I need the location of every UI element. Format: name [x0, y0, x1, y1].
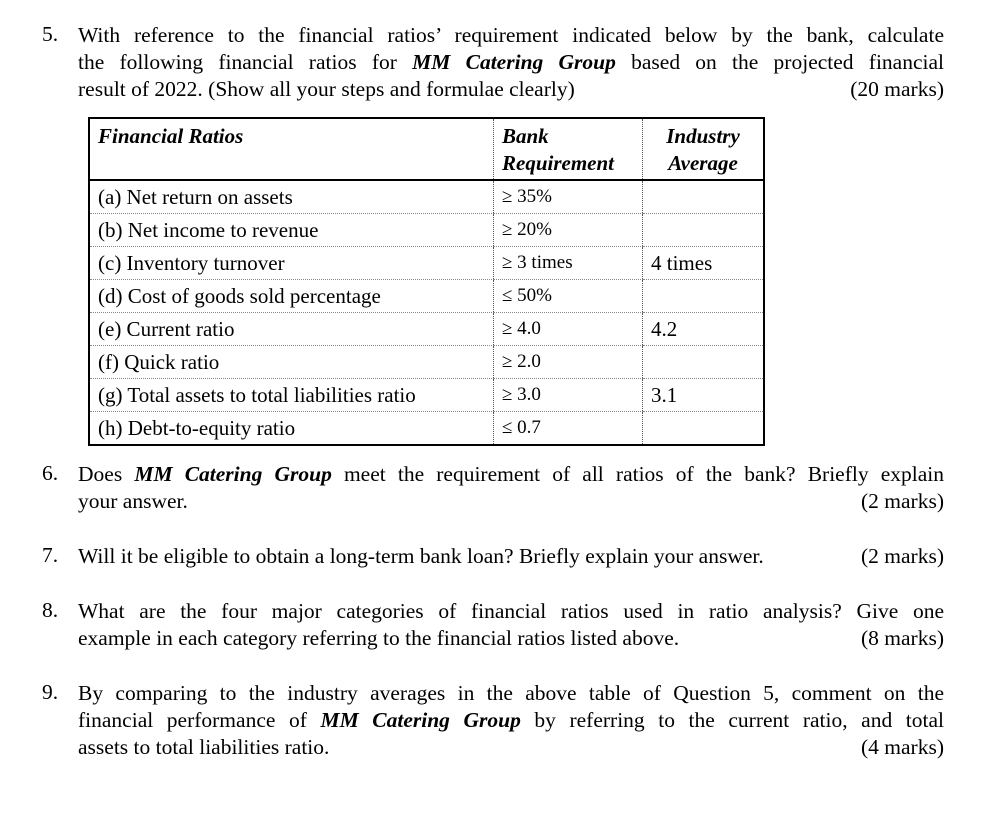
question-text-line: By comparing to the industry averages in the above table of Question 5, comment on the [78, 681, 944, 705]
marks-label: (2 marks) [861, 544, 944, 568]
question-number: 7. [42, 543, 59, 567]
text-segment: financial performance of [78, 708, 321, 732]
bank-requirement: ≤ 0.7 [494, 412, 643, 446]
ratio-name: (f) Quick ratio [89, 346, 494, 379]
question-text-line [78, 76, 944, 103]
company-name: MM Catering Group [320, 708, 521, 732]
header-financial-ratios: Financial Ratios [89, 118, 494, 180]
text-segment: assets to total liabilities ratio. [78, 735, 330, 759]
text-segment: Will it be eligible to obtain a long-term bank loan? Briefly explain your answer. [78, 544, 764, 568]
text-segment: Does [78, 462, 135, 486]
ratio-name: (c) Inventory turnover [89, 247, 494, 280]
bank-requirement: ≥ 3 times [494, 247, 643, 280]
marks-label: (4 marks) [861, 735, 944, 759]
ratio-name: (d) Cost of goods sold percentage [89, 280, 494, 313]
header-line: Industry [666, 124, 740, 148]
question-8 [42, 598, 944, 652]
table-row [89, 247, 764, 280]
question-text-line: With reference to the financial ratios’ requirement indicated below by the bank, calculate [78, 23, 944, 47]
marks-label: (8 marks) [861, 626, 944, 650]
question-9 [42, 680, 944, 761]
header-industry-average [643, 118, 765, 180]
header-bank-requirement [494, 118, 643, 180]
question-6 [42, 461, 944, 515]
question-5 [42, 22, 944, 103]
question-text-line [78, 543, 944, 570]
text-segment: result of 2022. (Show all your steps and formulae clearly) [78, 77, 575, 101]
industry-average [643, 412, 765, 446]
industry-average: 3.1 [643, 379, 765, 412]
bank-requirement: ≥ 20% [494, 214, 643, 247]
table-row [89, 214, 764, 247]
ratio-name: (g) Total assets to total liabilities ratio [89, 379, 494, 412]
question-text-line: What are the four major categories of financial ratios used in ratio analysis? Give one [78, 599, 944, 623]
bank-requirement: ≥ 3.0 [494, 379, 643, 412]
text-segment: your answer. [78, 489, 188, 513]
bank-requirement: ≤ 50% [494, 280, 643, 313]
table-row [89, 280, 764, 313]
table-row [89, 412, 764, 446]
question-number: 6. [42, 461, 59, 485]
question-text-line [78, 734, 944, 761]
header-line: Average [668, 151, 738, 175]
bank-requirement: ≥ 35% [494, 180, 643, 214]
industry-average [643, 346, 765, 379]
question-number: 9. [42, 680, 59, 704]
table-row [89, 379, 764, 412]
table-row [89, 180, 764, 214]
text-segment: by referring to the current ratio, and total [520, 708, 944, 732]
text-segment: the following financial ratios for [78, 50, 413, 74]
industry-average [643, 214, 765, 247]
industry-average: 4.2 [643, 313, 765, 346]
bank-requirement: ≥ 2.0 [494, 346, 643, 379]
question-text-line [78, 488, 944, 515]
text-segment: example in each category referring to the financial ratios listed above. [78, 626, 680, 650]
industry-average [643, 280, 765, 313]
question-text-line [78, 49, 944, 76]
text-segment: based on the projected financial [615, 50, 944, 74]
header-line: Requirement [502, 151, 615, 175]
marks-label: (20 marks) [850, 77, 944, 101]
question-text-line [78, 461, 944, 488]
ratio-name: (e) Current ratio [89, 313, 494, 346]
question-text-line [78, 625, 944, 652]
marks-label: (2 marks) [861, 489, 944, 513]
ratio-name: (h) Debt-to-equity ratio [89, 412, 494, 446]
question-number: 8. [42, 598, 59, 622]
industry-average: 4 times [643, 247, 765, 280]
industry-average [643, 180, 765, 214]
company-name: MM Catering Group [412, 50, 616, 74]
financial-ratios-table [88, 117, 765, 446]
ratio-name: (b) Net income to revenue [89, 214, 494, 247]
text-segment: meet the requirement of all ratios of the bank? Briefly explain [331, 462, 945, 486]
question-7 [42, 543, 944, 570]
ratio-name: (a) Net return on assets [89, 180, 494, 214]
table-header-row [89, 118, 764, 180]
table-row [89, 313, 764, 346]
company-name: MM Catering Group [134, 462, 332, 486]
question-text-line [78, 707, 944, 734]
table-row [89, 346, 764, 379]
question-number: 5. [42, 22, 59, 46]
bank-requirement: ≥ 4.0 [494, 313, 643, 346]
header-line: Bank [502, 124, 549, 148]
